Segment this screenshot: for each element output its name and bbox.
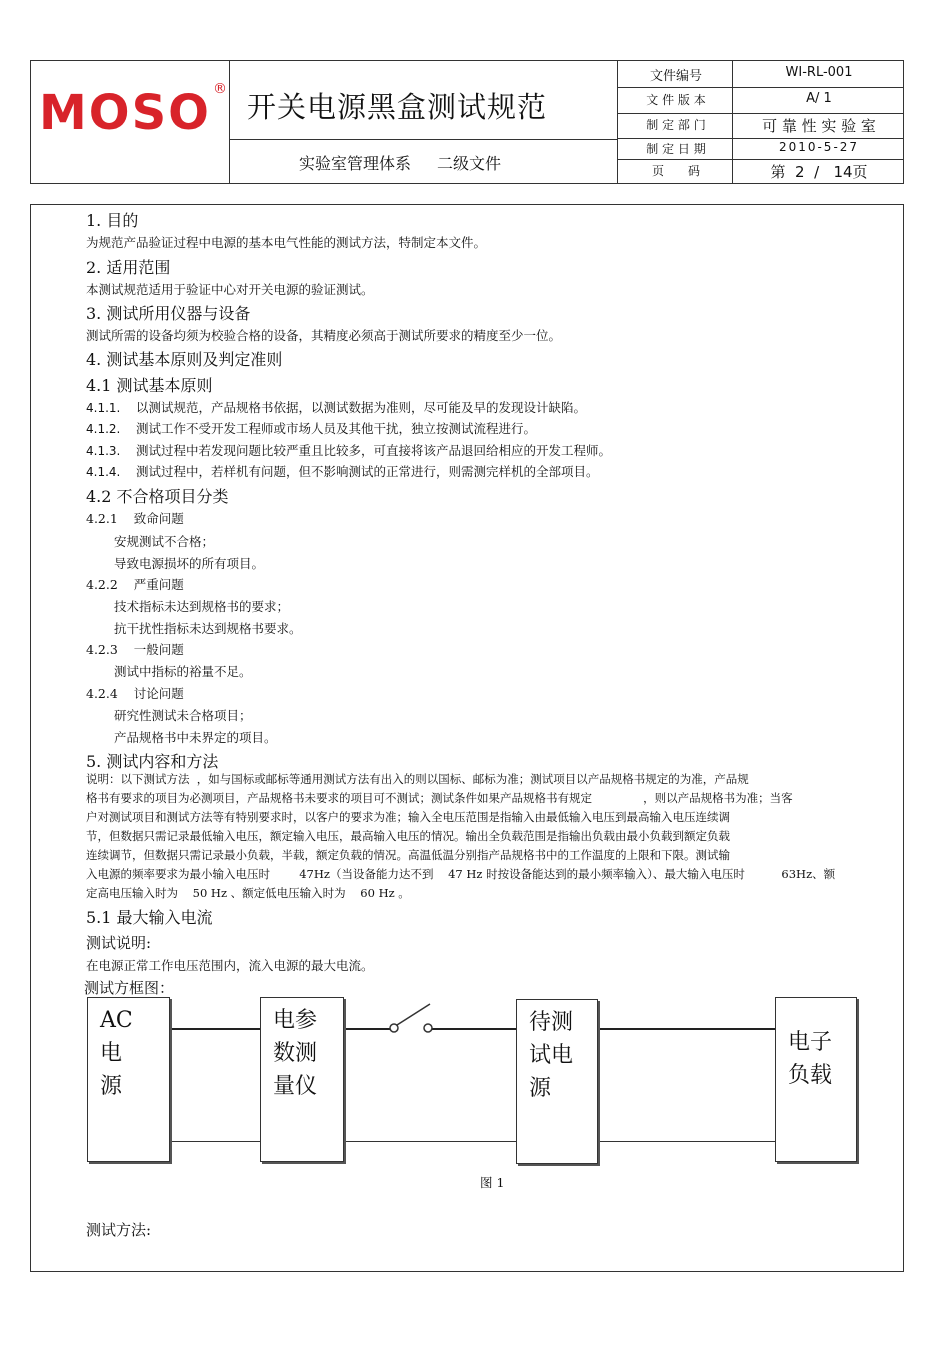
section-3-text: 测试所需的设备均须为校验合格的设备，其精度必须高于测试所要求的精度至少一位。 bbox=[86, 328, 562, 343]
electronic-load-box: 电子 负载 bbox=[775, 997, 857, 1162]
list-item: 4.1.2. 测试工作不受开发工程师或市场人员及其他干扰，独立按测试流程进行。 bbox=[86, 421, 537, 436]
wire bbox=[344, 1141, 516, 1142]
note-line: 说明：以下测试方法 ，如与国标或邮标等通用测试方法有出入的则以国标、邮标为准；测试项目以产品规格书规定的为准，产品规 bbox=[86, 772, 749, 786]
section-3-title: 3. 测试所用仪器与设备 bbox=[86, 304, 251, 323]
note-line: 定高电压输入时为 50 Hz 、额定低电压输入时为 60 Hz 。 bbox=[86, 886, 410, 900]
meta-label-date: 制 定 日 期 bbox=[646, 142, 706, 156]
wire bbox=[170, 1141, 260, 1142]
document-title: 开关电源黑盒测试规范 bbox=[247, 90, 548, 124]
note-line: 连续调节，但数据只需记录最小负载，半载，额定负载的情况。高温低温分别指产品规格书中的工作温度的上限和下限。测试输 bbox=[86, 848, 730, 862]
section-1-text: 为规范产品验证过程中电源的基本电气性能的测试方法，特制定本文件。 bbox=[86, 235, 487, 250]
note-line: 格书有要求的项目为必测项目，产品规格书未要求的项目可不测试；测试条件如果产品规格书有规定 ，则以产品规格书为准；当客 bbox=[86, 791, 793, 805]
section-5-1-title: 5.1 最大输入电流 bbox=[86, 908, 213, 927]
meta-label-version: 文 件 版 本 bbox=[646, 93, 706, 107]
meta-value-date: 2010-5-27 bbox=[778, 140, 860, 154]
block-diagram-label: 测试方框图： bbox=[84, 979, 175, 997]
section-1-title: 1. 目的 bbox=[86, 211, 139, 230]
list-item: 技术指标未达到规格书的要求； bbox=[114, 599, 290, 614]
wire bbox=[170, 1028, 260, 1030]
document-header bbox=[30, 60, 904, 184]
document-subtitle: 实验室管理体系 二级文件 bbox=[299, 154, 502, 173]
test-method-label: 测试方法: bbox=[86, 1221, 152, 1239]
list-item: 抗干扰性指标未达到规格书要求。 bbox=[114, 621, 302, 636]
list-item: 测试中指标的裕量不足。 bbox=[114, 664, 252, 679]
section-4-2-title: 4.2 不合格项目分类 bbox=[86, 487, 229, 506]
meta-label-department: 制 定 部 门 bbox=[646, 118, 706, 132]
section-4-2-2-title: 4.2.2 严重问题 bbox=[86, 577, 184, 592]
company-logo: MOSO ® bbox=[39, 81, 229, 141]
meta-value-version: A/ 1 bbox=[806, 91, 832, 106]
wire bbox=[598, 1141, 776, 1142]
section-4-2-4-title: 4.2.4 讨论问题 bbox=[86, 686, 184, 701]
list-item: 4.1.3. 测试过程中若发现问题比较严重且比较多，可直接将该产品退回给相应的开发工程师。 bbox=[86, 443, 612, 458]
list-item: 导致电源损坏的所有项目。 bbox=[114, 556, 265, 571]
figure-caption: 图 1 bbox=[480, 1175, 505, 1190]
list-item: 4.1.4. 测试过程中，若样机有问题，但不影响测试的正常进行，则需测完样机的全部项目。 bbox=[86, 464, 599, 479]
test-description-label: 测试说明: bbox=[86, 934, 152, 952]
switch-symbol bbox=[384, 1000, 440, 1040]
meta-value-doc-number: WI-RL-001 bbox=[785, 65, 853, 80]
note-line: 入电源的频率要求为最小输入电压时 47Hz（当设备能力达不到 47 Hz 时按设备能达到的最小频率输入）、最大输入电压时 63Hz、额 bbox=[86, 867, 836, 881]
section-4-2-1-title: 4.2.1 致命问题 bbox=[86, 511, 184, 526]
test-description-text: 在电源正常工作电压范围内，流入电源的最大电流。 bbox=[86, 958, 374, 973]
section-4-1-title: 4.1 测试基本原则 bbox=[86, 376, 213, 395]
note-line: 户对测试项目和测试方法等有特别要求时，以客户的要求为准；输入全电压范围是指输入由最低输入电压到最高输入电压连续调 bbox=[86, 810, 730, 824]
ac-source-box: AC 电 源 bbox=[87, 997, 170, 1162]
list-item: 产品规格书中未界定的项目。 bbox=[114, 730, 277, 745]
section-2-title: 2. 适用范围 bbox=[86, 258, 171, 277]
meta-label-page: 页 码 bbox=[651, 164, 700, 178]
section-2-text: 本测试规范适用于验证中心对开关电源的验证测试。 bbox=[86, 282, 374, 297]
note-line: 节，但数据只需记录最低输入电压，额定输入电压，最高输入电压的情况。输出全负载范围是指输出负载由最小负载到额定负载 bbox=[86, 829, 730, 843]
list-item: 安规测试不合格； bbox=[114, 534, 215, 549]
meta-value-page: 第 2 / 14页 bbox=[770, 163, 868, 181]
list-item: 研究性测试未合格项目； bbox=[114, 708, 252, 723]
section-4-2-3-title: 4.2.3 一般问题 bbox=[86, 642, 184, 657]
list-item: 4.1.1. 以测试规范，产品规格书依据，以测试数据为准则，尽可能及早的发现设计缺陷。 bbox=[86, 400, 587, 415]
wire bbox=[598, 1028, 776, 1030]
wire bbox=[432, 1028, 516, 1030]
meta-label-doc-number: 文件编号 bbox=[649, 69, 702, 84]
dut-box: 待测 试电 源 bbox=[516, 999, 598, 1164]
power-meter-box: 电参 数测 量仪 bbox=[260, 997, 344, 1162]
section-5-title: 5. 测试内容和方法 bbox=[86, 752, 219, 771]
meta-value-department: 可 靠 性 实 验 室 bbox=[762, 117, 876, 135]
section-4-title: 4. 测试基本原则及判定准则 bbox=[86, 350, 283, 369]
